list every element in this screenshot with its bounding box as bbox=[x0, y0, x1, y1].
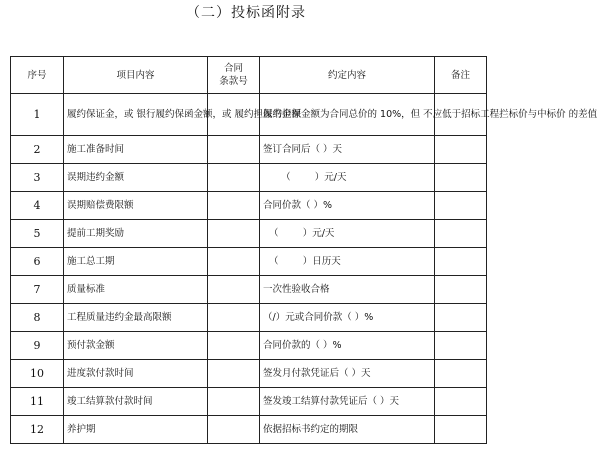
table-row bbox=[11, 304, 487, 332]
cell-clause bbox=[208, 416, 260, 444]
table-row bbox=[11, 136, 487, 164]
cell-clause bbox=[208, 136, 260, 164]
table-row bbox=[11, 388, 487, 416]
cell-content: 依据招标书约定的期限 bbox=[260, 416, 435, 444]
cell-remark bbox=[435, 332, 487, 360]
bid-letter-appendix-table bbox=[10, 56, 597, 444]
cell-no: 12 bbox=[11, 416, 64, 444]
cell-remark bbox=[435, 164, 487, 192]
cell-remark bbox=[435, 248, 487, 276]
cell-clause bbox=[208, 276, 260, 304]
cell-no: 6 bbox=[11, 248, 64, 276]
cell-clause bbox=[208, 192, 260, 220]
cell-content: 合同价款（ ）% bbox=[260, 192, 435, 220]
table-header-row bbox=[11, 57, 487, 94]
cell-item: 履约保证金，或 银行履约保函金额，或 履约担保书金额 bbox=[64, 94, 208, 136]
cell-clause bbox=[208, 304, 260, 332]
cell-item: 质量标准 bbox=[64, 276, 208, 304]
table-row bbox=[11, 192, 487, 220]
table-row bbox=[11, 94, 487, 136]
cell-clause bbox=[208, 164, 260, 192]
cell-content: 一次性验收合格 bbox=[260, 276, 435, 304]
cell-content: 签发竣工结算付款凭证后（ ）天 bbox=[260, 388, 435, 416]
cell-clause bbox=[208, 248, 260, 276]
header-clause bbox=[208, 57, 260, 94]
cell-item: 进度款付款时间 bbox=[64, 360, 208, 388]
cell-no: 8 bbox=[11, 304, 64, 332]
cell-content: 签发月付款凭证后（ ）天 bbox=[260, 360, 435, 388]
header-content: 约定内容 bbox=[260, 57, 435, 94]
cell-content: 签订合同后（ ）天 bbox=[260, 136, 435, 164]
table-row bbox=[11, 332, 487, 360]
cell-no: 9 bbox=[11, 332, 64, 360]
cell-no: 11 bbox=[11, 388, 64, 416]
cell-item: 施工总工期 bbox=[64, 248, 208, 276]
cell-clause bbox=[208, 388, 260, 416]
cell-remark bbox=[435, 360, 487, 388]
cell-no: 1 bbox=[11, 94, 64, 136]
cell-remark bbox=[435, 192, 487, 220]
table-row bbox=[11, 164, 487, 192]
cell-content: （ ）日历天 bbox=[260, 248, 435, 276]
cell-content: （/）元或合同价款（ ）% bbox=[260, 304, 435, 332]
cell-remark bbox=[435, 416, 487, 444]
cell-no: 7 bbox=[11, 276, 64, 304]
cell-remark bbox=[435, 304, 487, 332]
table-row bbox=[11, 248, 487, 276]
cell-content: （ ）元/天 bbox=[260, 220, 435, 248]
cell-content: 合同价款的（ ）% bbox=[260, 332, 435, 360]
table-row bbox=[11, 416, 487, 444]
cell-item: 工程质量违约金最高限额 bbox=[64, 304, 208, 332]
table-row bbox=[11, 220, 487, 248]
cell-item: 误期违约金额 bbox=[64, 164, 208, 192]
cell-content: 履约担保金额为合同总价的 10%，但 不应低于招标工程拦标价与中标价 的差值 bbox=[260, 94, 435, 136]
cell-remark bbox=[435, 276, 487, 304]
header-remark: 备注 bbox=[435, 57, 487, 94]
cell-item: 养护期 bbox=[64, 416, 208, 444]
header-no: 序号 bbox=[11, 57, 64, 94]
cell-item: 提前工期奖励 bbox=[64, 220, 208, 248]
table-row bbox=[11, 276, 487, 304]
cell-no: 2 bbox=[11, 136, 64, 164]
table-row bbox=[11, 360, 487, 388]
cell-item: 预付款金额 bbox=[64, 332, 208, 360]
header-clause-label: 合同 条款号 bbox=[219, 63, 248, 87]
cell-clause bbox=[208, 220, 260, 248]
document-title: （二）投标函附录 bbox=[186, 5, 306, 21]
cell-no: 10 bbox=[11, 360, 64, 388]
cell-remark bbox=[435, 388, 487, 416]
cell-no: 5 bbox=[11, 220, 64, 248]
cell-item: 施工准备时间 bbox=[64, 136, 208, 164]
cell-remark bbox=[435, 220, 487, 248]
header-item: 项目内容 bbox=[64, 57, 208, 94]
cell-remark bbox=[435, 136, 487, 164]
cell-item: 竣工结算款付款时间 bbox=[64, 388, 208, 416]
cell-clause bbox=[208, 360, 260, 388]
cell-clause bbox=[208, 332, 260, 360]
cell-content: （ ）元/天 bbox=[260, 164, 435, 192]
cell-no: 4 bbox=[11, 192, 64, 220]
cell-item: 误期赔偿费限额 bbox=[64, 192, 208, 220]
cell-no: 3 bbox=[11, 164, 64, 192]
